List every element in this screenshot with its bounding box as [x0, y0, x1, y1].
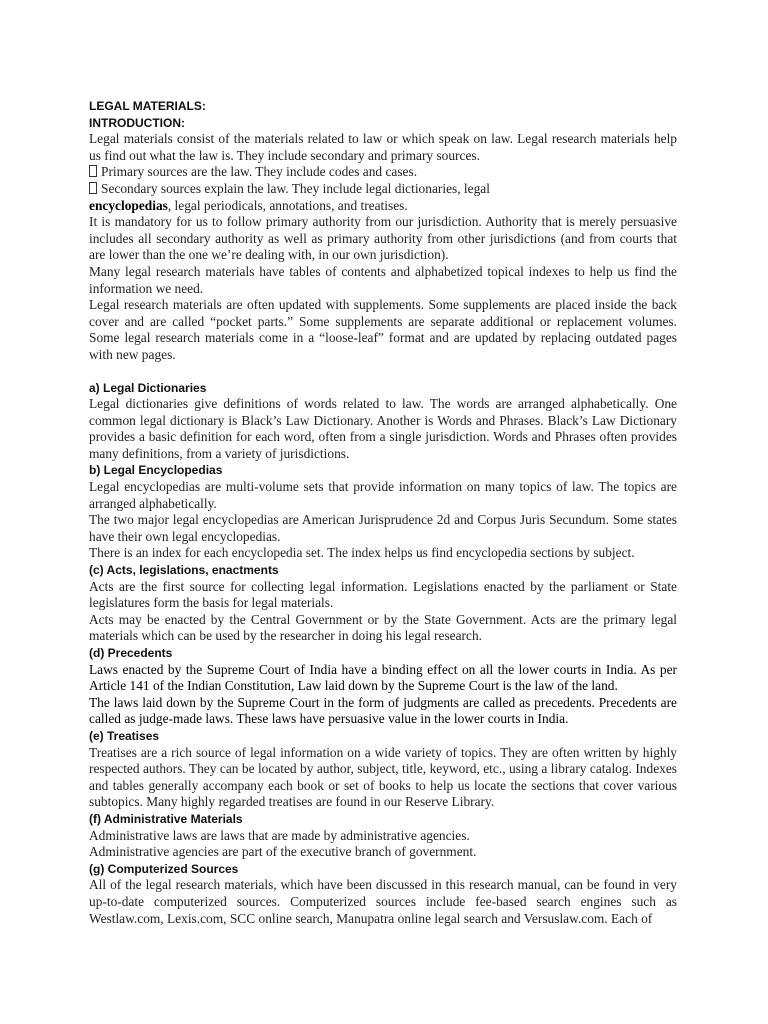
- intro-paragraph-1: Legal materials consist of the materials related to law or which speak on law. Legal research materials help us find out what the law is. They include secondary and primary sources.: [89, 131, 677, 163]
- spacer: [89, 364, 677, 380]
- bold-term: encyclopedias: [89, 197, 168, 213]
- section-paragraph: There is an index for each encyclopedia set. The index helps us find encyclopedia sections by subject.: [89, 545, 635, 561]
- section-paragraph: The two major legal encyclopedias are American Jurisprudence 2d and Corpus Juris Secundum. Some states have their own legal encyclopedias.: [89, 512, 677, 544]
- paragraph-text: , legal periodicals, annotations, and treatises.: [167, 197, 408, 213]
- section-paragraph: Legal dictionaries give definitions of words related to law. The words are arranged alphabetically. One common legal dictionary is Black’s Law Dictionary. Another is Words and Phrases. Black’s Law Dictionary provides a basic definition for each word, often from a single jurisdiction. Words and Phrases often provides many definitions, from a variety of jurisdictions.: [89, 396, 677, 461]
- section-paragraph: Treatises are a rich source of legal information on a wide variety of topics. They are often written by highly respected authors. They can be located by author, subject, title, keyword, etc., using a library catalog. Indexes and tables generally accompany each book or set of books to help us locate the sections that cover various subtopics. Many highly regarded treatises are found in our Reserve Library.: [89, 744, 677, 810]
- section-paragraph: All of the legal research materials, which have been discussed in this research manual, can be found in very up-to-date computerized sources. Computerized sources include fee-based search engines such as Westlaw.com, Lexis.com, SCC online search, Manupatra online legal search and Versuslaw.com. Each of: [89, 877, 677, 926]
- intro-paragraph-4: Many legal research materials have tables of contents and alphabetized topical indexes to help us find the information we need.: [89, 263, 677, 296]
- bullet-square-icon: [89, 182, 97, 194]
- section-heading-legal-dictionaries: a) Legal Dictionaries: [89, 380, 207, 395]
- section-paragraph: Acts may be enacted by the Central Government or by the State Government. Acts are the primary legal materials which can be used by the researcher in doing his legal research.: [89, 611, 677, 644]
- section-heading-administrative-materials: (f) Administrative Materials: [89, 811, 243, 826]
- section-paragraph: Acts are the first source for collecting legal information. Legislations enacted by the parliament or State legislatures form the basis for legal materials.: [89, 578, 677, 611]
- document-body: [89, 98, 677, 927]
- section-paragraph: Administrative agencies are part of the executive branch of government.: [89, 844, 477, 860]
- intro-paragraph-2: [89, 198, 677, 215]
- intro-paragraph-5: Legal research materials are often updated with supplements. Some supplements are placed inside the back cover and are called “pocket parts.” Some supplements are separate additional or replacement volumes. Some legal research materials come in a “loose-leaf” format and are updated by replacing outdated pages with new pages.: [89, 297, 677, 362]
- bullet-item-secondary: [89, 181, 677, 198]
- section-paragraph: Laws enacted by the Supreme Court of India have a binding effect on all the lower courts in India. As per Article 141 of the Indian Constitution, Law laid down by the Supreme Court is the law of the land.: [89, 661, 677, 694]
- section-paragraph: The laws laid down by the Supreme Court in the form of judgments are called as precedents. Precedents are called as judge-made laws. These laws have persuasive value in the lower courts in India.: [89, 694, 677, 727]
- bullet-text: Primary sources are the law. They include codes and cases.: [101, 164, 418, 180]
- section-heading-precedents: (d) Precedents: [89, 646, 173, 660]
- document-title: LEGAL MATERIALS:: [89, 99, 206, 113]
- bullet-item-primary: [89, 164, 677, 181]
- bullet-text: Secondary sources explain the law. They include legal dictionaries, legal: [101, 180, 490, 196]
- section-heading-treatises: (e) Treatises: [89, 728, 160, 743]
- intro-heading: INTRODUCTION:: [89, 115, 185, 130]
- section-heading-legal-encyclopedias: b) Legal Encyclopedias: [89, 463, 223, 478]
- bullet-square-icon: [89, 165, 97, 177]
- section-paragraph: Legal encyclopedias are multi-volume sets that provide information on many topics of law. The topics are arranged alphabetically.: [89, 479, 677, 511]
- section-paragraph: Administrative laws are laws that are made by administrative agencies.: [89, 827, 470, 843]
- section-heading-acts: (c) Acts, legislations, enactments: [89, 563, 279, 578]
- section-heading-computerized-sources: (g) Computerized Sources: [89, 861, 239, 876]
- intro-paragraph-3: It is mandatory for us to follow primary authority from our jurisdiction. Authority that is merely persuasive includes all secondary authority as well as primary authority from other jurisdictions (and from courts that are lower than the one we’re dealing with, in our own jurisdiction).: [89, 214, 677, 263]
